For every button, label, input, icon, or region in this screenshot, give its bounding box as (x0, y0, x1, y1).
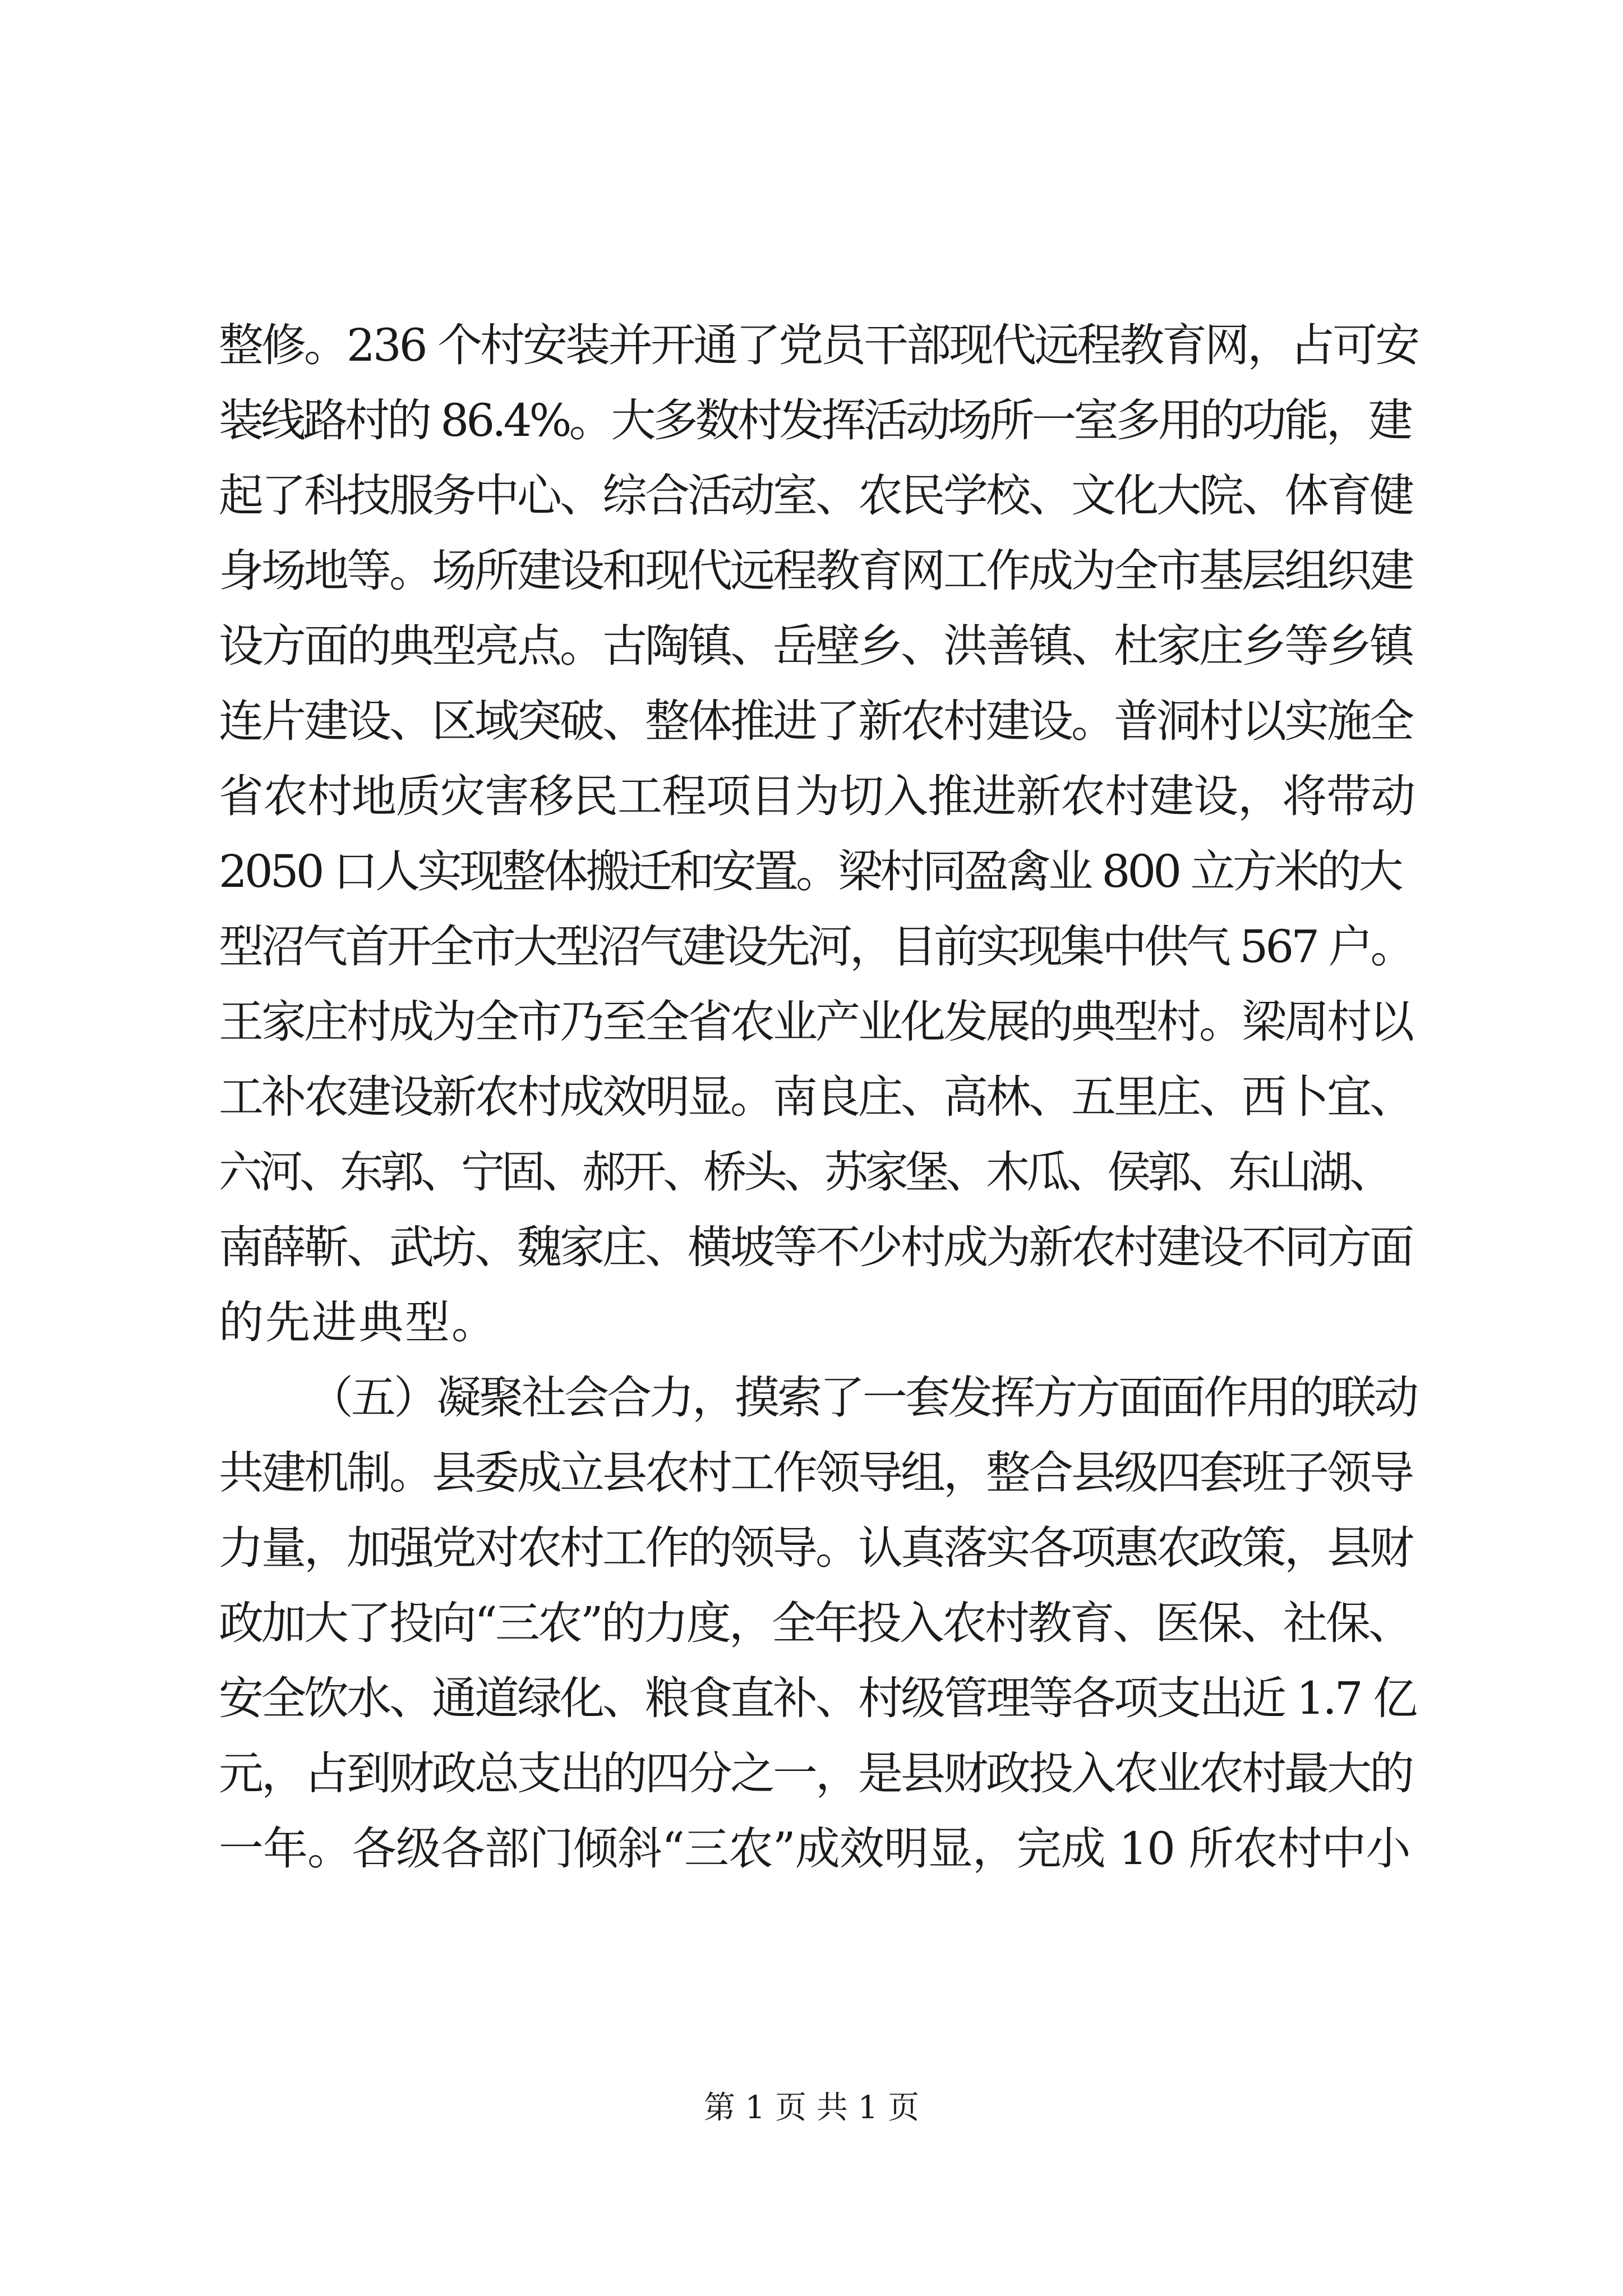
text-line: 六河、东郭、宁固、郝开、桥头、苏家堡、木瓜、侯郭、东山湖、 (219, 1147, 1390, 1198)
text-line: 2050 口人实现整体搬迁和安置。梁村同盈禽业 800 立方米的大 (219, 845, 1401, 898)
text-line: 安全饮水、通道绿化、粮食直补、村级管理等各项支出近 1.7 亿 (219, 1672, 1416, 1724)
text-line: 政加大了投向“三农”的力度，全年投入农村教育、医保、社保、 (219, 1597, 1411, 1649)
text-line: 元，占到财政总支出的四分之一，是县财政投入农业农村最大的 (219, 1747, 1412, 1800)
text-line: 共建机制。县委成立县农村工作领导组，整合县级四套班子领导 (219, 1447, 1412, 1499)
page-footer: 第 1 页 共 1 页 (703, 2090, 920, 2126)
text-line: 装线路村的 86.4%。大多数村发挥活动场所一室多用的功能，建 (219, 394, 1410, 447)
text-line: 身场地等。场所建设和现代远程教育网工作成为全市基层组织建 (219, 545, 1412, 597)
text-line: 南薛靳、武坊、魏家庄、横坡等不少村成为新农村建设不同方面 (219, 1221, 1412, 1273)
text-line: 整修。236 个村安装并开通了党员干部现代远程教育网，占可安 (219, 319, 1418, 371)
text-line: 连片建设、区域突破、整体推进了新农村建设。普洞村以实施全 (219, 695, 1412, 747)
text-line: 起了科技服务中心、综合活动室、农民学校、文化大院、体育健 (219, 470, 1412, 522)
text-line: 王家庄村成为全市乃至全省农业产业化发展的典型村。梁周村以 (219, 996, 1412, 1048)
text-line: 的先进典型。 (219, 1296, 498, 1349)
text-line: 工补农建设新农村成效明显。南良庄、高林、五里庄、西卜宜、 (219, 1071, 1412, 1123)
paragraph-first-line: （五）凝聚社会合力，摸索了一套发挥方方面面作用的联动 (308, 1372, 1417, 1424)
text-line: 设方面的典型亮点。古陶镇、岳壁乡、洪善镇、杜家庄乡等乡镇 (219, 620, 1412, 672)
text-line: 一年。各级各部门倾斜“三农”成效明显，完成 10 所农村中小 (219, 1823, 1410, 1875)
text-line: 省农村地质灾害移民工程项目为切入推进新农村建设，将带动 (219, 770, 1415, 822)
text-line: 型沼气首开全市大型沼气建设先河，目前实现集中供气 567 户。 (219, 921, 1413, 973)
text-line: 力量，加强党对农村工作的领导。认真落实各项惠农政策，县财 (219, 1522, 1412, 1574)
